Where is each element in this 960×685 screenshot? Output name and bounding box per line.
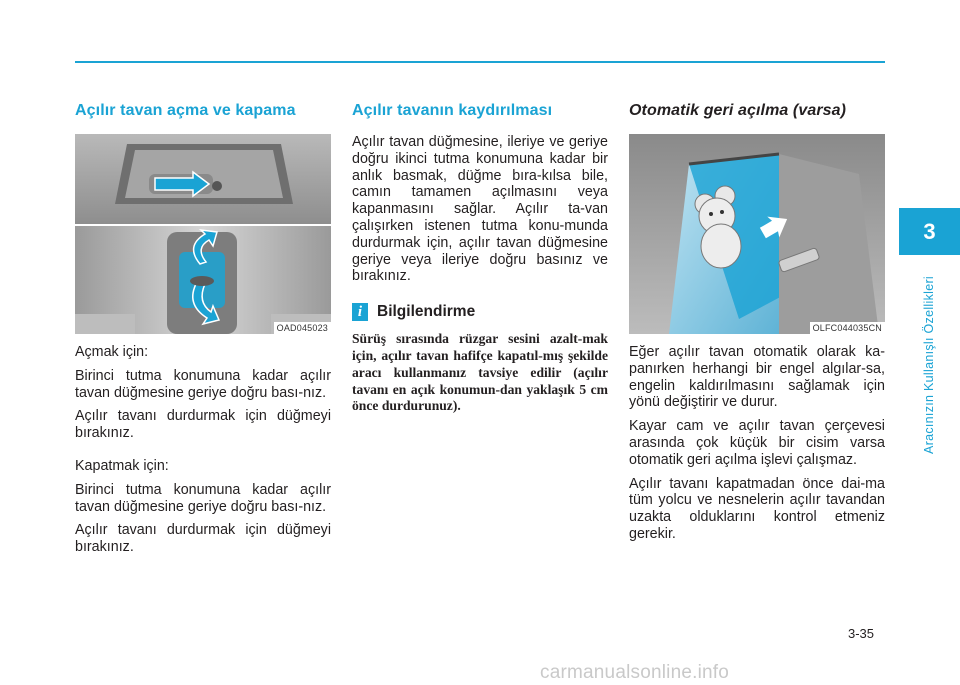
paragraph: Açılır tavanı durdurmak için düğmeyi bırakınız. xyxy=(75,408,331,442)
figure-sunroof-switch xyxy=(75,134,331,334)
section-heading-auto-reverse: Otomatik geri açılma (varsa) xyxy=(629,102,847,119)
paragraph: Eğer açılır tavan otomatik olarak ka-panırken herhangi bir engel algılar-sa, engelin kaldırılmasını sağlamak için yönü değiştirir ve durur. xyxy=(629,344,885,411)
figure-code: OAD045023 xyxy=(274,322,331,334)
figure-auto-reverse xyxy=(629,134,885,334)
paragraph: Açılır tavanı durdurmak için düğmeyi bırakınız. xyxy=(75,522,331,556)
sunroof-switch-illustration xyxy=(75,134,331,334)
top-rule xyxy=(75,61,885,63)
page-number: 3-35 xyxy=(848,626,875,641)
auto-reverse-illustration xyxy=(629,134,885,334)
paragraph: Birinci tutma konumuna kadar açılır tavan düğmesine geriye doğru bası-nız. xyxy=(75,481,331,515)
chapter-title: Aracınızın Kullanışlı Özellikleri xyxy=(922,275,936,455)
paragraph: Açmak için: xyxy=(75,344,149,360)
info-box-header xyxy=(352,303,608,321)
paragraph: Açılır tavanı kapatmadan önce dai-ma tüm yolcu ve nesnelerin açılır tavandan uzakta olduklarını kontrol etmeniz gerekir. xyxy=(629,475,885,542)
section-heading-slide: Açılır tavanın kaydırılması xyxy=(352,102,553,119)
paragraph: Birinci tutma konumuna kadar açılır tavan düğmesine geriye doğru bası-nız. xyxy=(75,367,331,401)
info-title: Bilgilendirme xyxy=(377,303,476,321)
info-text: Sürüş sırasında rüzgar sesini azalt-mak için, açılır tavan hafifçe kapatıl-mış şekilde aracı kullanmanız tavsiye edilir (açılır tavanı en açık konumun-dan yaklaşık 5 cm önce durdurunuz). xyxy=(352,331,608,414)
column-slide xyxy=(352,102,608,415)
column-auto-reverse xyxy=(629,102,885,550)
paragraph: Kapatmak için: xyxy=(75,457,169,474)
section-heading-open-close: Açılır tavan açma ve kapama xyxy=(75,102,296,119)
paragraph: Kayar cam ve açılır tavan çerçevesi arasında çok küçük bir cisim varsa otomatik geri açılma işlevi çalışmaz. xyxy=(629,418,885,468)
info-icon: i xyxy=(352,303,368,321)
column-open-close xyxy=(75,102,331,563)
chapter-number-tab: 3 xyxy=(899,208,960,255)
watermark: carmanualsonline.info xyxy=(540,662,730,683)
paragraph: Açılır tavan düğmesine, ileriye ve geriye doğru ikinci tutma konumuna kadar bir anlık basmak, düğme bıra-kılsa bile, camın tamamen açılmasını veya kapanmasını sağlar. Açılır ta-van çalışırken istenen tutma konu-munda durdurmak için, açılır tavan düğmesine geriye veya ileriye doğru basınız ve bırakınız. xyxy=(352,134,608,285)
figure-code: OLFC044035CN xyxy=(810,322,885,334)
